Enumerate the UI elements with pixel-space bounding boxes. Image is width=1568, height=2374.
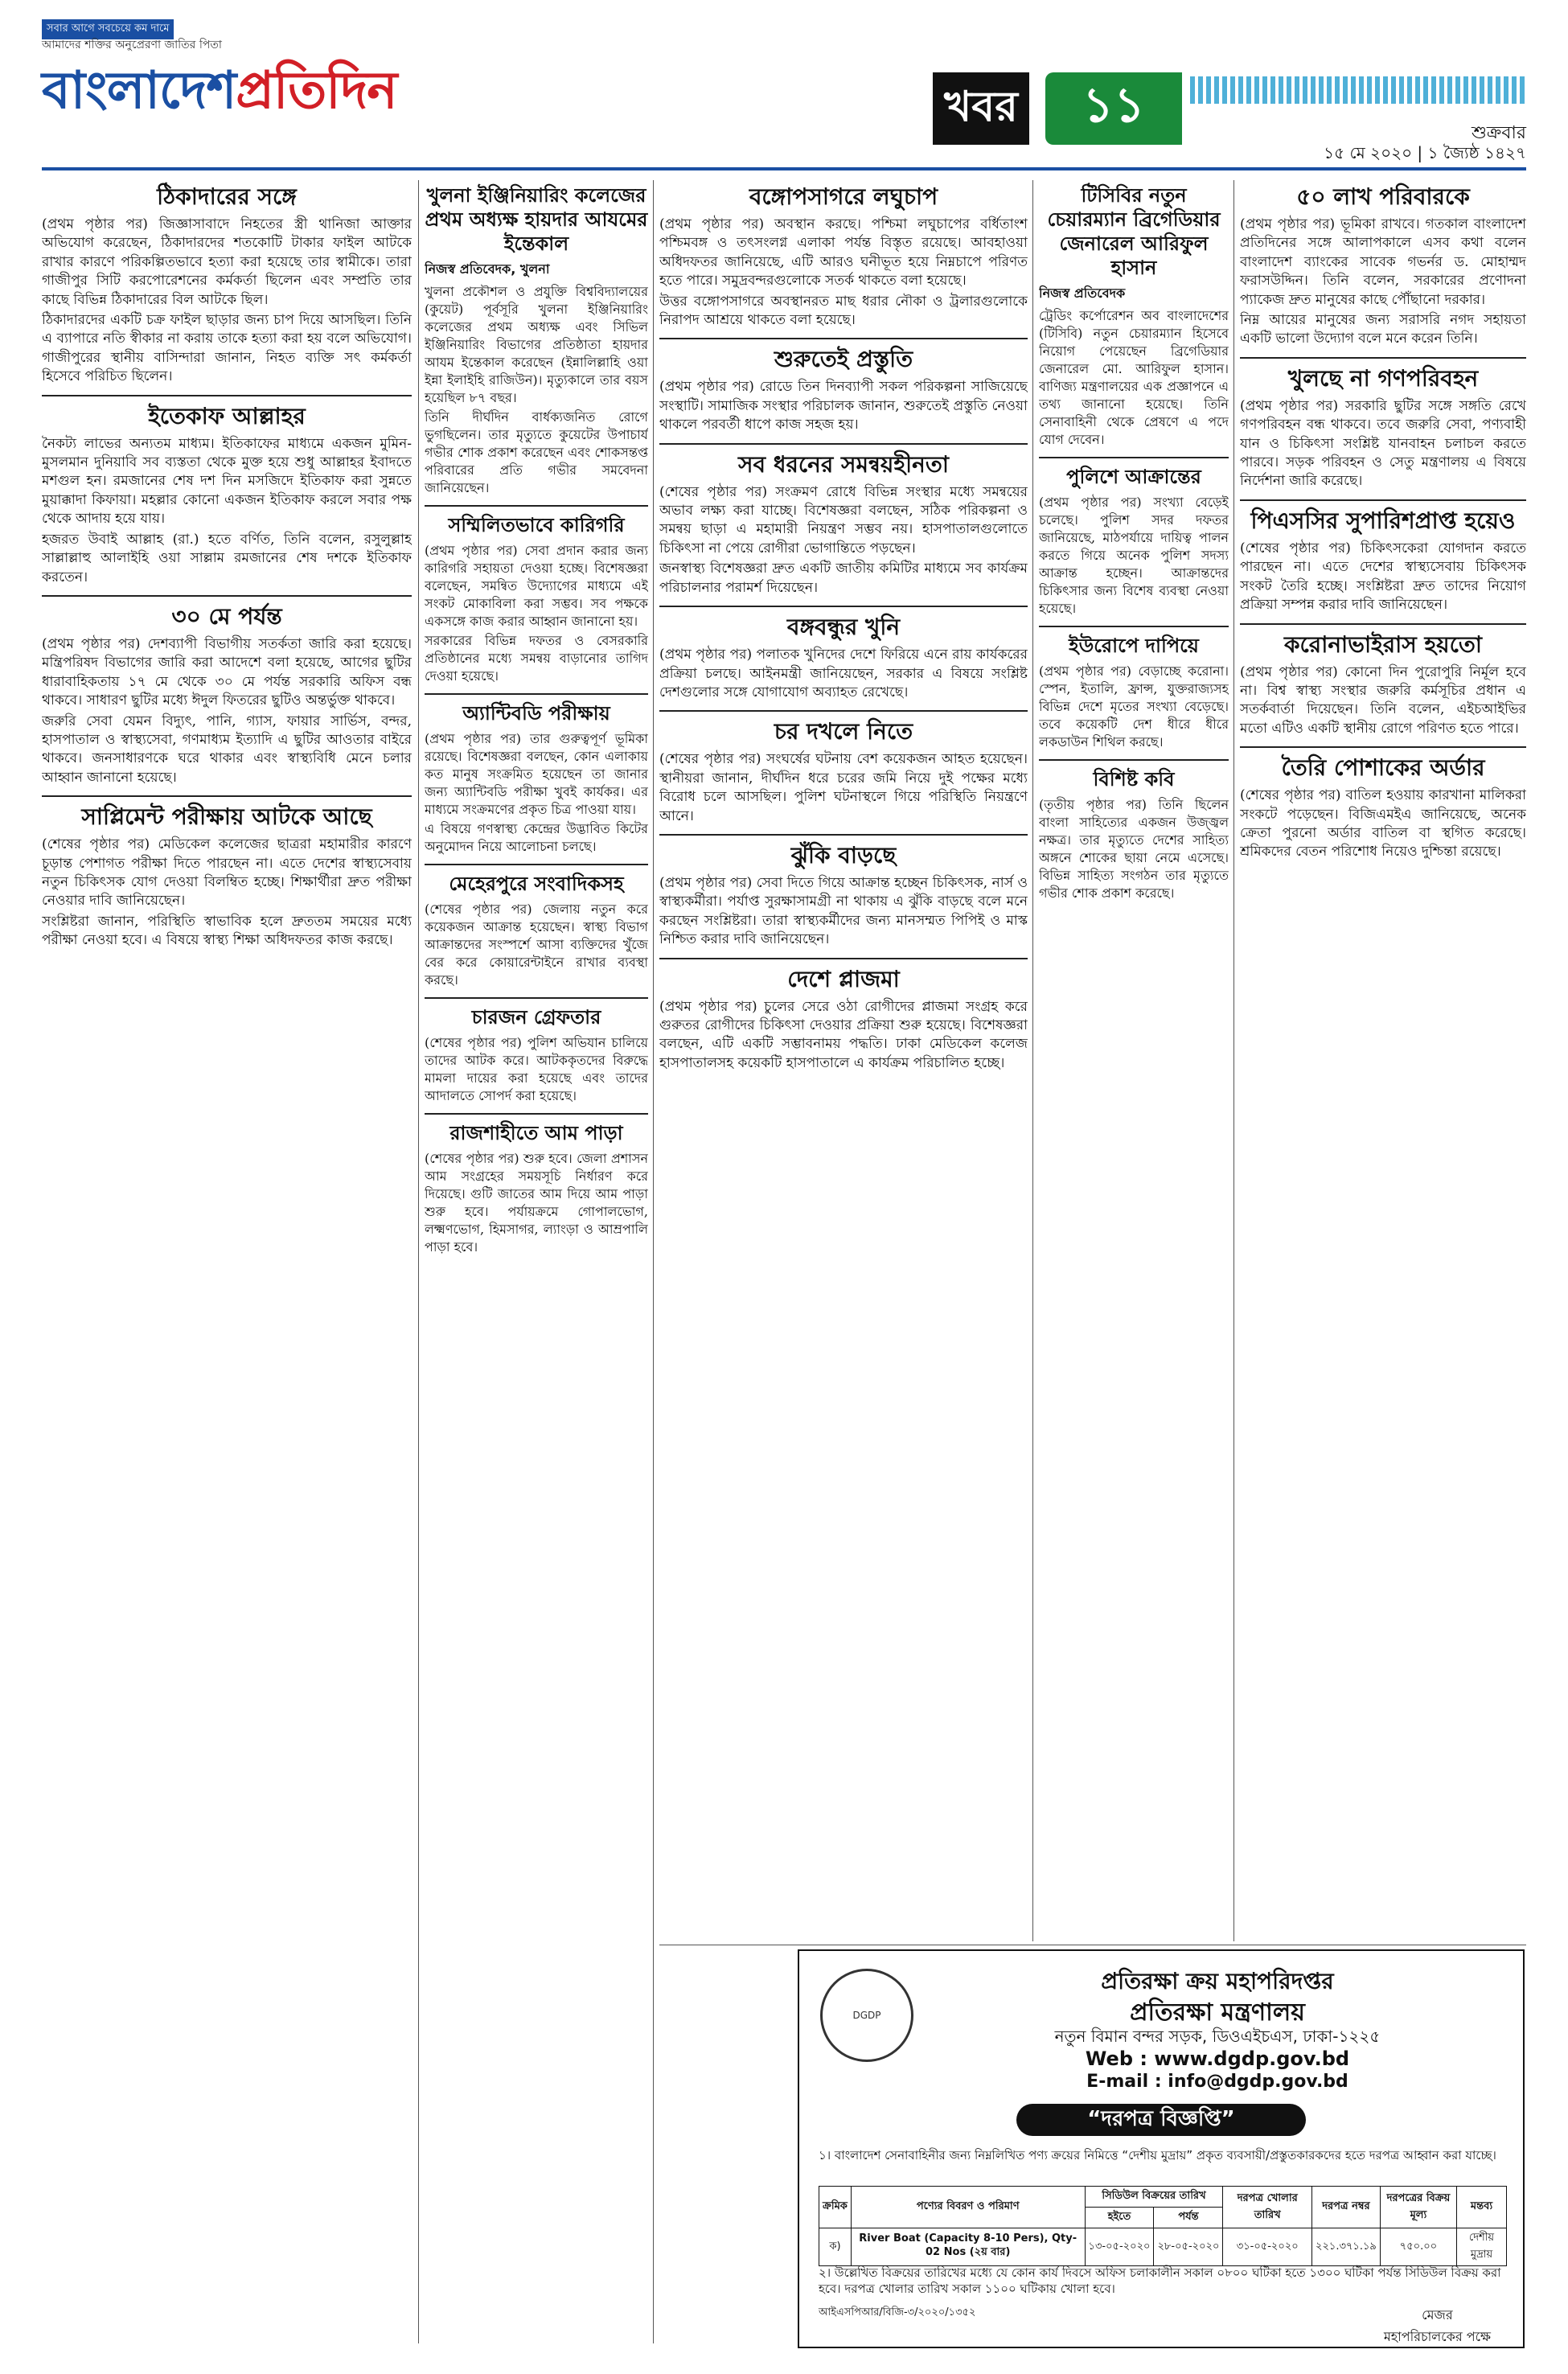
paragraph: (প্রথম পৃষ্ঠার পর) বেড়াচ্ছে করোনা। স্পেন, ইতালি, ফ্রান্স, যুক্তরাজ্যসহ বিভিন্ন দেশে মৃতের সংখ্যা বেড়েছে। তবে কয়েকটি দেশ ধীরে ধীরে লকডাউন শিথিল করছে। [1039, 663, 1229, 750]
divider [1240, 746, 1526, 748]
paragraph: জরুরি সেবা যেমন বিদ্যুৎ, পানি, গ্যাস, ফায়ার সার্ভিস, বন্দর, হাসপাতাল ও স্বাস্থ্যসেবা, গণমাধ্যম ইত্যাদি এ ছুটির আওতার বাইরে থাকবে। জনসাধারণকে ঘরে থাকার এবং স্বাস্থ্যবিধি মেনে চলার আহ্বান জানানো হয়েছে। [42, 713, 412, 786]
article-tcb[interactable] [1039, 183, 1229, 449]
headline: পিএসসির সুপারিশপ্রাপ্ত হয়েও [1250, 507, 1516, 534]
divider [42, 795, 412, 797]
table-header: দরপত্রের বিক্রয় মূল্য [1380, 2187, 1456, 2228]
column-rule [1233, 180, 1234, 1941]
ad-banner: “দরপত্র বিজ্ঞপ্তি” [1016, 2104, 1306, 2136]
column-rule [653, 180, 654, 2343]
page-number: ১১ [1045, 72, 1182, 145]
headline: ঝুঁকি বাড়ছে [790, 841, 897, 869]
table-row [819, 2228, 1507, 2266]
article-chordokhol[interactable] [659, 718, 1028, 826]
article-karigori[interactable] [425, 513, 648, 685]
tender-table [819, 2186, 1507, 2266]
paragraph: (শেষের পৃষ্ঠার পর) জেলায় নতুন করে কয়েকজন আক্রান্ত হয়েছেন। স্বাস্থ্য বিভাগ আক্রান্তদের সংস্পর্শে আসা ব্যক্তিদের খুঁজে বের করে কোয়ারেন্টাইনে রাখার ব্যবস্থা করছে। [425, 902, 648, 988]
table-cell: ৭৫০.০০ [1380, 2228, 1456, 2266]
paragraph: (শেষের পৃষ্ঠার পর) মেডিকেল কলেজের ছাত্ররা মহামারীর কারণে চূড়ান্ত পেশাগত পরীক্ষা দিতে পারছেন না। এতে দেশের স্বাস্থ্যসেবায় নতুন চিকিৎসক যোগ দেওয়া বিলম্বিত হচ্ছে। শিক্ষার্থীরা দ্রুত পরীক্ষা নেওয়ার দাবি জানিয়েছেন। [42, 836, 412, 910]
headline: ঠিকাদারের সঙ্গে [157, 183, 297, 210]
article-europe[interactable] [1039, 634, 1229, 751]
logo-main-text: বাংলাদেশ [42, 61, 236, 121]
headline: করোনাভাইরাস হয়তো [1283, 630, 1483, 658]
paragraph: (প্রথম পৃষ্ঠার পর) পলাতক খুনিদের দেশে ফিরিয়ে এনে রায় কার্যকরের প্রক্রিয়া চলছে। আইনমন্ত্রী জানিয়েছেন, সরকার এ বিষয়ে সংশ্লিষ্ট দেশগুলোর সঙ্গে যোগাযোগ অব্যাহত রেখেছে। [659, 647, 1028, 700]
paragraph: (প্রথম পৃষ্ঠার পর) সরকারি ছুটির সঙ্গে সঙ্গতি রেখে গণপরিবহন বন্ধ থাকবে। তবে জরুরি সেবা, পণ্যবাহী যান ও চিকিৎসা সংশ্লিষ্ট যানবাহন চলাচল করতে পারবে। সড়ক পরিবহন ও সেতু মন্ত্রণালয় এ বিষয়ে নির্দেশনা জারি করেছে। [1240, 397, 1526, 490]
article-bongopo[interactable] [659, 183, 1028, 330]
table-header: দরপত্র নম্বর [1312, 2187, 1381, 2228]
article-jhuki[interactable] [659, 842, 1028, 950]
headline: রাজশাহীতে আম পাড়া [449, 1122, 623, 1144]
article-supplement[interactable] [42, 803, 412, 950]
paragraph: (প্রথম পৃষ্ঠার পর) তার গুরুত্বপূর্ণ ভূমিকা রয়েছে। বিশেষজ্ঞরা বলছেন, কোন এলাকায় কত মানুষ সংক্রমিত হয়েছেন তা জানার জন্য অ্যান্টিবডি পরীক্ষা খুবই কার্যকর। এর মাধ্যমে সংক্রমণের প্রকৃত চিত্র পাওয়া যায়। [425, 731, 648, 817]
logo-accent-text: প্রতিদিন [236, 61, 397, 121]
divider [425, 997, 648, 999]
divider [659, 606, 1028, 607]
paragraph: হজরত উবাই আল্লাহ (রা.) হতে বর্ণিত, তিনি বলেন, রসুলুল্লাহ সাল্লাল্লাহু আলাইহি ওয়া সাল্লাম রমজানের শেষ দশকে ইতিকাফ করতেন। [42, 531, 412, 585]
paragraph: তিনি দীর্ঘদিন বার্ধক্যজনিত রোগে ভুগছিলেন। তার মৃত্যুতে কুয়েটের উপাচার্য গভীর শোক প্রকাশ করেছেন এবং শোকসন্তপ্ত পরিবারের প্রতি গভীর সমবেদনা জানিয়েছেন। [425, 409, 648, 495]
article-meherpur[interactable] [425, 872, 648, 989]
divider [425, 864, 648, 865]
table-header: ক্রমিক [819, 2187, 852, 2228]
article-shuruhoi[interactable] [659, 346, 1028, 434]
headline: পুলিশে আক্রান্তের [1066, 466, 1201, 488]
paragraph: (প্রথম পৃষ্ঠার পর) কোনো দিন পুরোপুরি নির্মূল হবে না। বিশ্ব স্বাস্থ্য সংস্থার জরুরি কর্মসূচির প্রধান এ সতর্কবার্তা দিয়েছেন। তিনি বলেন, এইচআইভির মতো এটিও একটি স্থানীয় রোগে পরিণত হতে পারে। [1240, 663, 1526, 737]
issue-date: ১৫ মে ২০২০ | ১ জ্যৈষ্ঠ ১৪২৭ [1324, 143, 1526, 162]
headline: সম্মিলিতভাবে কারিগরি [448, 514, 625, 536]
divider [425, 693, 648, 695]
paragraph: (শেষের পৃষ্ঠার পর) সংক্রমণ রোধে বিভিন্ন সংস্থার মধ্যে সমন্বয়ের অভাব লক্ষ্য করা যাচ্ছে। বিশেষজ্ঞরা বলছেন, সঠিক পরিকল্পনা ও সমন্বয় ছাড়া এ মহামারী নিয়ন্ত্রণ সম্ভব নয়। হাসপাতালগুলোতে চিকিৎসা না পেয়ে রোগীরা ভোগান্তিতে পড়ছেন। [659, 483, 1028, 557]
paragraph: নিম্ন আয়ের মানুষের জন্য সরাসরি নগদ সহায়তা একটি ভালো উদ্যোগ বলে মনে করেন তিনি। [1240, 312, 1526, 347]
paragraph: সরকারের বিভিন্ন দফতর ও বেসরকারি প্রতিষ্ঠানের মধ্যে সমন্বয় বাড়ানোর তাগিদ দেওয়া হয়েছে। [425, 633, 648, 684]
table-subheader: হইতে [1085, 2208, 1154, 2228]
headline: বঙ্গবন্ধুর খুনি [786, 614, 901, 641]
paragraph: ঠিকাদারদের একটি চক্র ফাইল ছাড়ার জন্য চাপ দিয়ে আসছিল। তিনি এ ব্যাপারে নতি স্বীকার না করায় তাকে হত্যা করা হয় বলে অভিযোগ। গাজীপুরের স্থানীয় বাসিন্দারা জানান, নিহত ব্যক্তি সৎ কর্মকর্তা হিসেবে পরিচিত ছিলেন। [42, 312, 412, 385]
headline: সব ধরনের সমন্বয়হীনতা [738, 450, 949, 478]
ad-ministry: প্রতিরক্ষা মন্ত্রণালয় [1130, 1998, 1305, 2027]
divider [1240, 623, 1526, 625]
headline: বঙ্গোপসাগরে লঘুচাপ [749, 183, 938, 210]
article-may30[interactable] [42, 603, 412, 787]
headline: বিশিষ্ট কবি [1093, 768, 1175, 791]
table-subheader: পর্যন্ত [1154, 2208, 1223, 2228]
article-corona[interactable] [1240, 631, 1526, 739]
column-1 [42, 180, 412, 2343]
headline: ৫০ লাখ পরিবারকে [1296, 183, 1470, 210]
article-poshak[interactable] [1240, 754, 1526, 862]
headline: টিসিবির নতুন চেয়ারম্যান ব্রিগেডিয়ার জেনারেল আরিফুল হাসান [1047, 184, 1221, 279]
table-cell: ২৮-০৫-২০২০ [1154, 2228, 1223, 2266]
signatory-sub: মহাপরিচালকের পক্ষে [1383, 2329, 1491, 2344]
headline: চর দখলে নিতে [774, 718, 913, 745]
paragraph: (শেষের পৃষ্ঠার পর) সংঘর্ষের ঘটনায় বেশ কয়েকজন আহত হয়েছেন। স্থানীয়রা জানান, দীর্ঘদিন ধরে চরের জমি নিয়ে দুই পক্ষের মধ্যে বিরোধ চলে আসছিল। পুলিশ ঘটনাস্থলে গিয়ে পরিস্থিতি নিয়ন্ত্রণে আনে। [659, 751, 1028, 824]
paragraph: (প্রথম পৃষ্ঠার পর) সেবা দিতে গিয়ে আক্রান্ত হচ্ছেন চিকিৎসক, নার্স ও স্বাস্থ্যকর্মীরা। পর্যাপ্ত সুরক্ষাসামগ্রী না থাকায় এ ঝুঁকি বাড়ছে বলে মনে করছেন সংশ্লিষ্টরা। তারা স্বাস্থ্যকর্মীদের জন্য মানসম্মত পিপিই ও মাস্ক নিশ্চিত করার দাবি জানিয়েছেন। [659, 874, 1028, 948]
table-cell: দেশীয় মুদ্রায় [1457, 2228, 1507, 2266]
column-4 [1039, 180, 1229, 1941]
article-kobi[interactable] [1039, 767, 1229, 902]
divider [659, 958, 1028, 959]
ad-address: নতুন বিমান বন্দর সড়ক, ডিওএইচএস, ঢাকা-১২২৫ [1054, 2027, 1381, 2046]
divider [659, 710, 1028, 712]
signatory-title: মেজর [1422, 2307, 1453, 2323]
table-header: মন্তব্য [1457, 2187, 1507, 2228]
headline: সাপ্লিমেন্ট পরীক্ষায় আটকে আছে [81, 803, 372, 831]
divider [1039, 626, 1229, 627]
divider [659, 338, 1028, 339]
paragraph: (প্রথম পৃষ্ঠার পর) জিজ্ঞাসাবাদে নিহতের স্ত্রী থানিজা আক্তার অভিযোগ করেছেন, ঠিকাদারদের শতকোটি টাকার ফাইল আটকে রাখার কারণে পরিকল্পিতভাবে হত্যা করা হয়েছে তার স্বামীকে। তারা গাজীপুর সিটি করপোরেশনের কর্মকর্তা ছিলেন এবং সম্প্রতি তার কাছে বিভিন্ন ঠিকাদারের বিল আটকে ছিল। [42, 216, 412, 308]
headline: অ্যান্টিবডি পরীক্ষায় [462, 702, 610, 725]
headline: ইউরোপে দাপিয়ে [1069, 635, 1199, 657]
divider [1240, 357, 1526, 359]
article-plasma[interactable] [659, 966, 1028, 1074]
article-fiftylakh[interactable] [1240, 183, 1526, 349]
divider [659, 834, 1028, 836]
paragraph: সংশ্লিষ্টরা জানান, পরিস্থিতি স্বাভাবিক হলে দ্রুততম সময়ের মধ্যে পরীক্ষা নেওয়া হবে। এ বিষয়ে স্বাস্থ্য শিক্ষা অধিদফতর কাজ করছে। [42, 913, 412, 949]
article-somonoy[interactable] [659, 451, 1028, 598]
divider [425, 505, 648, 507]
headline: চারজন গ্রেফতার [471, 1006, 601, 1029]
paragraph: এ বিষয়ে গণস্বাস্থ্য কেন্দ্রের উদ্ভাবিত কিটের অনুমোদন নিয়ে আলোচনা চলছে। [425, 821, 648, 854]
paragraph: খুলনা প্রকৌশল ও প্রযুক্তি বিশ্ববিদ্যালয়ের (কুয়েট) পূর্বসূরি খুলনা ইঞ্জিনিয়ারিং কলেজের প্রথম অধ্যক্ষ এবং সিভিল ইঞ্জিনিয়ারিং বিভাগের প্রতিষ্ঠাতা হায়দার আযম ইন্তেকাল করেছেন (ইন্নালিল্লাহি ওয়া ইন্না ইলাইহি রাজিউন)। মৃত্যুকালে তার বয়স হয়েছিল ৮৭ বছর। [425, 284, 648, 405]
ad-org-name: প্রতিরক্ষা ক্রয় মহাপরিদপ্তর [1101, 1968, 1334, 1994]
byline: নিজস্ব প্রতিবেদক [1039, 285, 1126, 301]
section-label: খবর [933, 72, 1029, 145]
headline: খুলনা ইঞ্জিনিয়ারিং কলেজের প্রথম অধ্যক্ষ হায়দার আযমের ইন্তেকাল [425, 184, 648, 255]
divider [42, 595, 412, 597]
divider [1039, 759, 1229, 761]
ad-paragraph-2: ২। উল্লেখিত বিক্রয়ের তারিখের মধ্যে যে কোন কার্য দিবসে অফিস চলাকালীন সকাল ০৮০০ ঘটিকা হতে ১৩০০ ঘটিকা পর্যন্ত সিডিউল বিক্রয় করা হবে। দরপত্র খোলার তারিখ সকাল ১১০০ ঘটিকায় খোলা হবে। [819, 2265, 1501, 2296]
table-cell: ৩১-০৫-২০২০ [1223, 2228, 1312, 2266]
table-cell: ২২১.৩৭১.১৯ [1312, 2228, 1381, 2266]
divider [1240, 499, 1526, 501]
headline: মেহেরপুরে সংবাদিকসহ [449, 873, 624, 895]
column-2 [425, 180, 648, 2343]
paragraph: নৈকট্য লাভের অন্যতম মাধ্যম। ইতিকাফের মাধ্যমে একজন মুমিন-মুসলমান দুনিয়াবি সব ব্যস্ততা থেকে মুক্ত হয়ে শুধু আল্লাহর ইবাদতে মশগুল হন। রমজানের শেষ দশ দিন মসজিদে ইতিকাফ করা সুন্নতে মুয়াক্কাদা কিফায়া। মহল্লার কোনো একজন ইতিকাফ করলে সবার পক্ষ থেকে আদায় হয়ে যায়। [42, 435, 412, 528]
paragraph: (প্রথম পৃষ্ঠার পর) রোডে তিন দিনব্যাপী সকল পরিকল্পনা সাজিয়েছে সংস্থাটি। সামাজিক সংস্থার পরিচালক জানান, শুরুতেই প্রস্তুতি নেওয়া থাকলে পরবর্তী ধাপে কাজ সহজ হয়। [659, 379, 1028, 433]
masthead-tagline: আমাদের শক্তির অনুপ্রেরণা জাতির পিতা [42, 39, 222, 51]
paragraph: (প্রথম পৃষ্ঠার পর) অবস্থান করছে। পশ্চিমা লঘুচাপের বর্ধিতাংশ পশ্চিমবঙ্গ ও তৎসংলগ্ন এলাকা পর্যন্ত বিস্তৃত রয়েছে। আবহাওয়া অধিদফতর জানিয়েছে, এটি আরও ঘনীভূত হয়ে নিম্নচাপে পরিণত হতে পারে। সমুদ্রবন্দরগুলোকে সতর্ক থাকতে বলা হয়েছে। [659, 216, 1028, 290]
paragraph: জনস্বাস্থ্য বিশেষজ্ঞরা দ্রুত একটি জাতীয় কমিটির মাধ্যমে সব কার্যক্রম পরিচালনার পরামর্শ দিয়েছেন। [659, 561, 1028, 596]
dgdp-emblem-icon [820, 1969, 913, 2062]
headline: খুলছে না গণপরিবহন [1287, 364, 1479, 392]
divider [42, 395, 412, 396]
emblem-text: DGDP [852, 2010, 881, 2021]
ad-reference: আইএসপিআর/বিজি-৩/২০২০/১৩৫২ [819, 2306, 976, 2319]
article-psc[interactable] [1240, 507, 1526, 615]
headline: শুরুতেই প্রস্তুতি [774, 346, 913, 373]
decorative-stripe [1190, 76, 1528, 104]
byline: নিজস্ব প্রতিবেদক, খুলনা [425, 261, 550, 277]
paragraph: (শেষের পৃষ্ঠার পর) বাতিল হওয়ায় কারখানা মালিকরা সংকটে পড়েছেন। বিজিএমইএ জানিয়েছে, অনেক ক্রেতা পুরনো অর্ডার বাতিল বা স্থগিত করেছে। শ্রমিকদের বেতন পরিশোধ নিয়েও দুশ্চিন্তা রয়েছে। [1240, 787, 1526, 860]
ad-paragraph-1: ১। বাংলাদেশ সেনাবাহিনীর জন্য নিম্নলিখিত পণ্য ক্রয়ের নিমিত্তে “দেশীয় মুদ্রায়” প্রকৃত ব্যবসায়ী/প্রস্তুতকারকদের হতে দরপত্র আহ্বান করা যাচ্ছে। [819, 2148, 1496, 2162]
paragraph: (প্রথম পৃষ্ঠার পর) ভূমিকা রাখবে। গতকাল বাংলাদেশ প্রতিদিনের সঙ্গে আলাপকালে এসব কথা বলেন বাংলাদেশ ব্যাংকের সাবেক গভর্নর ড. মোহাম্মদ ফরাসউদ্দিন। তিনি বলেন, সরকারের প্রণোদনা প্যাকেজ দ্রুত মানুষের কাছে পৌঁছানো দরকার। [1240, 216, 1526, 308]
column-rule [418, 180, 419, 2343]
article-itikaf[interactable] [42, 403, 412, 587]
headline: তৈরি পোশাকের অর্ডার [1281, 754, 1485, 782]
table-cell: River Boat (Capacity 8-10 Pers), Qty-02 Nos (২য় বার) [851, 2228, 1085, 2266]
table-cell: ক) [819, 2228, 852, 2266]
paragraph: (প্রথম পৃষ্ঠার পর) দেশব্যাপী বিভাগীয় সতর্কতা জারি করা হয়েছে। মন্ত্রিপরিষদ বিভাগের জারি করা আদেশে বলা হয়েছে, আগের ছুটির ধারাবাহিকতায় ১৭ মে থেকে ৩০ মে পর্যন্ত সরকারি অফিস বন্ধ থাকবে। সাধারণ ছুটির মধ্যে ঈদুল ফিতরের ছুটিও অন্তর্ভুক্ত থাকবে। [42, 635, 412, 709]
column-3 [659, 180, 1028, 1941]
paragraph: (শেষের পৃষ্ঠার পর) চিকিৎসকেরা যোগদান করতে পারছেন না। এতে দেশের স্বাস্থ্যসেবায় চিকিৎসক সংকট তৈরি হচ্ছে। সংশ্লিষ্টরা দ্রুত তাদের নিয়োগ প্রক্রিয়া সম্পন্ন করার দাবি জানিয়েছেন। [1240, 540, 1526, 614]
masthead [0, 0, 1568, 161]
newspaper-logo[interactable] [42, 51, 396, 138]
issue-day: শুক্রবার [1471, 123, 1526, 143]
ad-email[interactable]: E-mail : info@dgdp.gov.bd [1086, 2072, 1348, 2092]
column-rule [1032, 180, 1033, 1941]
masthead-tagline-small: সবার আগে সবচেয়ে কম দামে [42, 19, 174, 39]
paragraph: উত্তর বঙ্গোপসাগরে অবস্থানরত মাছ ধরার নৌকা ও ট্রলারগুলোকে নিরাপদ আশ্রয়ে থাকতে বলা হয়েছে। [659, 293, 1028, 329]
article-antibody[interactable] [425, 701, 648, 856]
table-header: দরপত্র খোলার তারিখ [1223, 2187, 1312, 2228]
article-police[interactable] [1039, 465, 1229, 618]
paragraph: ট্রেডিং কর্পোরেশন অব বাংলাদেশের (টিসিবি) নতুন চেয়ারম্যান হিসেবে নিয়োগ পেয়েছেন ব্রিগেডিয়ার জেনারেল মো. আরিফুল হাসান। বাণিজ্য মন্ত্রণালয়ের এক প্রজ্ঞাপনে এ তথ্য জানানো হয়েছে। তিনি সেনাবাহিনী থেকে প্রেষণে এ পদে যোগ দেবেন। [1039, 308, 1229, 447]
divider [659, 443, 1028, 445]
table-header: সিডিউল বিক্রয়ের তারিখ [1085, 2187, 1223, 2208]
divider [1039, 457, 1229, 458]
table-cell: ১৩-০৫-২০২০ [1085, 2228, 1154, 2266]
paragraph: (শেষের পৃষ্ঠার পর) পুলিশ অভিযান চালিয়ে তাদের আটক করে। আটককৃতদের বিরুদ্ধে মামলা দায়ের করা হয়েছে এবং তাদের আদালতে সোপর্দ করা হয়েছে। [425, 1035, 648, 1103]
ad-website[interactable]: Web : www.dgdp.gov.bd [1085, 2047, 1350, 2070]
masthead-rule [42, 167, 1526, 170]
article-bongobondhu[interactable] [659, 614, 1028, 702]
paragraph: (তৃতীয় পৃষ্ঠার পর) তিনি ছিলেন বাংলা সাহিত্যের একজন উজ্জ্বল নক্ষত্র। তার মৃত্যুতে দেশের সাহিত্য অঙ্গনে শোকের ছায়া নেমে এসেছে। বিভিন্ন সাহিত্য সংগঠন তার মৃত্যুতে গভীর শোক প্রকাশ করেছে। [1039, 797, 1229, 901]
article-khulna[interactable] [425, 183, 648, 497]
paragraph: (প্রথম পৃষ্ঠার পর) চুলের সেরে ওঠা রোগীদের প্লাজমা সংগ্রহ করে গুরুতর রোগীদের চিকিৎসা দেওয়ার প্রক্রিয়া শুরু হয়েছে। বিশেষজ্ঞরা বলছেন, এটি একটি সম্ভাবনাময় পদ্ধতি। ঢাকা মেডিকেল কলেজ হাসপাতালসহ কয়েকটি হাসপাতালে এ কার্যক্রম পরিচালিত হচ্ছে। [659, 998, 1028, 1071]
article-charjon[interactable] [425, 1005, 648, 1105]
article-khulche[interactable] [1240, 365, 1526, 491]
table-header: পণ্যের বিবরণ ও পরিমাণ [851, 2187, 1085, 2228]
ad-signatory [1384, 2305, 1491, 2348]
paragraph: (শেষের পৃষ্ঠার পর) শুরু হবে। জেলা প্রশাসন আম সংগ্রহের সময়সূচি নির্ধারণ করে দিয়েছে। গুটি জাতের আম দিয়ে আম পাড়া শুরু হবে। পর্যায়ক্রমে গোপালভোগ, লক্ষ্মণভোগ, হিমসাগর, ল্যাংড়া ও আম্রপালি পাড়া হবে। [425, 1151, 648, 1255]
headline: ৩০ মে পর্যন্ত [171, 602, 282, 630]
paragraph: (প্রথম পৃষ্ঠার পর) সেবা প্রদান করার জন্য কারিগরি সহায়তা দেওয়া হচ্ছে। বিশেষজ্ঞরা বলেছেন, সমন্বিত উদ্যোগের মাধ্যমে এই সংকট মোকাবিলা করা সম্ভব। সব পক্ষকে একসঙ্গে কাজ করার আহ্বান জানানো হয়। [425, 543, 648, 629]
column-5 [1240, 180, 1526, 1941]
headline: ইতেকাফ আল্লাহর [148, 402, 306, 429]
paragraph: (প্রথম পৃষ্ঠার পর) সংখ্যা বেড়েই চলেছে। পুলিশ সদর দফতর জানিয়েছে, মাঠপর্যায়ে দায়িত্ব পালন করতে গিয়ে অনেক পুলিশ সদস্য আক্রান্ত হচ্ছেন। আক্রান্তদের চিকিৎসার জন্য বিশেষ ব্যবস্থা নেওয়া হয়েছে। [1039, 495, 1229, 616]
headline: দেশে প্লাজমা [787, 965, 900, 992]
table-header-row [819, 2187, 1507, 2208]
divider [425, 1113, 648, 1115]
article-rajshahi[interactable] [425, 1121, 648, 1256]
article-thikanar[interactable] [42, 183, 412, 387]
tender-advertisement[interactable] [798, 1949, 1525, 2348]
